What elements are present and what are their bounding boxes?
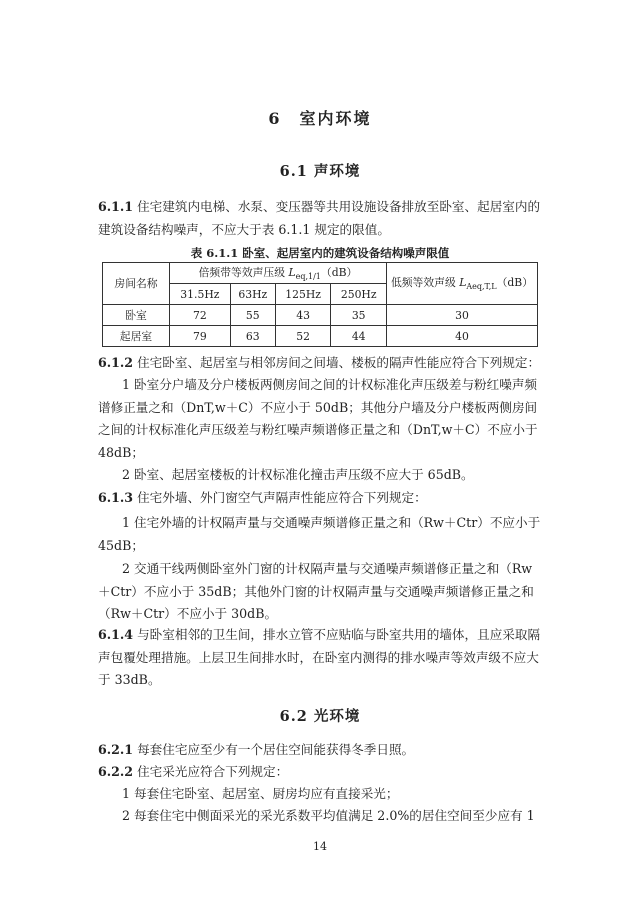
cell-value: 30 xyxy=(387,305,538,326)
clause-number: 6.2.2 xyxy=(98,764,134,779)
cell-value: 72 xyxy=(170,305,231,326)
cell-room: 卧室 xyxy=(103,305,170,326)
clause-number: 6.1.4 xyxy=(98,627,134,642)
clause-number: 6.1.1 xyxy=(98,199,134,214)
header-freq: 63Hz xyxy=(230,284,275,305)
clause-number: 6.2.1 xyxy=(98,742,134,757)
table-row xyxy=(103,326,538,347)
clause-number: 6.1.2 xyxy=(98,355,134,370)
clause-number: 6.1.3 xyxy=(98,490,134,505)
clause-text: 住宅采光应符合下列规定： xyxy=(133,764,289,779)
clause-6-1-3-item-2: 2 交通干线两侧卧室外门窗的计权隔声量与交通噪声频谱修正量之和（Rw＋Ctr）不应小于 35dB；其他外门窗的计权隔声量与交通噪声频谱修正量之和（Rw＋Ctr）不应小于 30dB。 xyxy=(98,561,534,621)
header-freq: 125Hz xyxy=(275,284,331,305)
cell-value: 52 xyxy=(275,326,331,347)
cell-value: 43 xyxy=(275,305,331,326)
noise-limit-table xyxy=(102,262,538,347)
clause-text: 每套住宅应至少有一个居住空间能获得冬季日照。 xyxy=(133,742,415,757)
section-title-sound: 6.1 声环境 xyxy=(279,163,361,180)
header-octave: 倍频带等效声压级 $L_{eq,1/1}(dB)$ xyxy=(170,263,387,284)
clause-6-2-2 xyxy=(98,761,542,784)
chapter-title: 6 室内环境 xyxy=(268,109,372,128)
header-freq: 31.5Hz xyxy=(170,284,231,305)
cell-room: 起居室 xyxy=(103,326,170,347)
section-title-light: 6.2 光环境 xyxy=(279,708,361,725)
clause-text: 住宅外墙、外门窗空气声隔声性能应符合下列规定： xyxy=(133,490,427,505)
table-row xyxy=(103,305,538,326)
clause-text: 住宅卧室、起居室与相邻房间之间墙、楼板的隔声性能应符合下列规定： xyxy=(133,355,541,370)
clause-text: 住宅建筑内电梯、水泵、变压器等共用设施设备排放至卧室、起居室内的建筑设备结构噪声，不应大于表 6.1.1 规定的限值。 xyxy=(98,199,541,237)
clause-6-1-3 xyxy=(98,487,542,510)
clause-6-1-2 xyxy=(98,352,542,375)
cell-value: 35 xyxy=(331,305,387,326)
clause-6-2-2-item-1: 1 每套住宅卧室、起居室、厨房均应有直接采光； xyxy=(122,786,399,801)
cell-value: 55 xyxy=(230,305,275,326)
clause-6-1-2-item-2: 2 卧室、起居室楼板的计权标准化撞击声压级不应大于 65dB。 xyxy=(122,467,474,482)
cell-value: 79 xyxy=(170,326,231,347)
clause-6-2-2-item-2: 2 每套住宅中侧面采光的采光系数平均值满足 2.0%的居住空间至少应有 1 xyxy=(122,808,535,823)
clause-text: 与卧室相邻的卫生间，排水立管不应贴临与卧室共用的墙体，且应采取隔声包覆处理措施。上层卫生间排水时，在卧室内测得的排水噪声等效声级不应大于 33dB。 xyxy=(98,627,541,687)
header-freq: 250Hz xyxy=(331,284,387,305)
cell-value: 63 xyxy=(230,326,275,347)
clause-6-1-2-item-1: 1 卧室分户墙及分户楼板两侧房间之间的计权标准化声压级差与粉红噪声频谱修正量之和（DnT,w＋C）不应小于 50dB；其他分户墙及分户楼板两侧房间之间的计权标准化声压级差与粉红噪声频谱修正量之和（DnT,w＋C）不应小于48dB； xyxy=(98,377,538,460)
page-number: 14 xyxy=(313,840,327,853)
clause-6-2-1 xyxy=(98,739,542,762)
clause-6-1-3-item-1: 1 住宅外墙的计权隔声量与交通噪声频谱修正量之和（Rw＋Ctr）不应小于45dB； xyxy=(98,515,541,553)
table-caption: 表 6.1.1 卧室、起居室内的建筑设备结构噪声限值 xyxy=(190,246,450,260)
cell-value: 44 xyxy=(331,326,387,347)
clause-6-1-1 xyxy=(98,196,542,241)
header-room: 房间名称 xyxy=(103,263,170,305)
header-lowfreq: 低频等效声级 $L_{Aeq,T,L}(dB)$ xyxy=(387,263,538,305)
cell-value: 40 xyxy=(387,326,538,347)
clause-6-1-4 xyxy=(98,624,542,692)
